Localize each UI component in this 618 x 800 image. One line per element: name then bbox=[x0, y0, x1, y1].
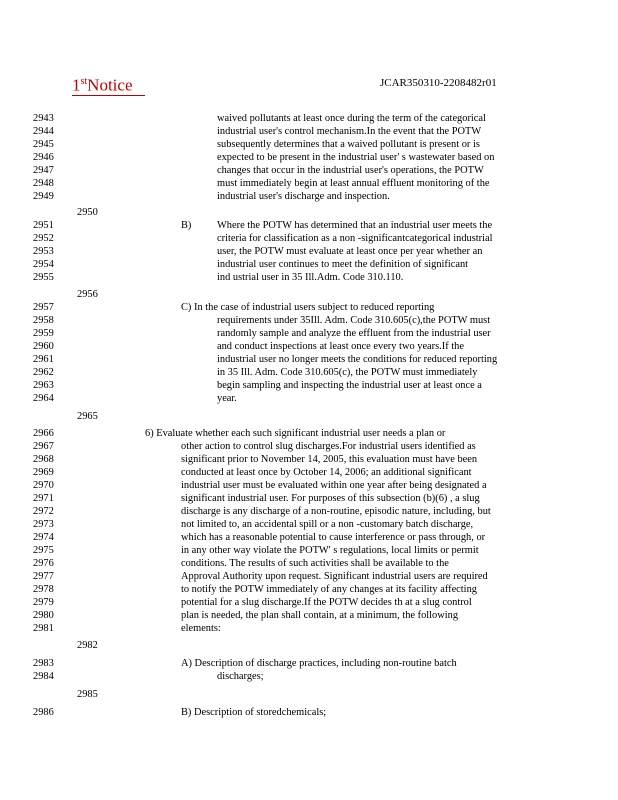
line-number: 2966 bbox=[33, 428, 54, 439]
line-number: 2972 bbox=[33, 506, 54, 517]
line-text: waived pollutants at least once during the term of the categorical bbox=[217, 113, 486, 124]
line-text: Where the POTW has determined that an industrial user meets the bbox=[217, 220, 493, 231]
line-text: B) Description of storedchemicals; bbox=[181, 707, 327, 718]
line-number: 2977 bbox=[33, 571, 54, 582]
header-notice bbox=[72, 73, 145, 96]
line-text: industrial user must be evaluated within one year after being designated a bbox=[181, 480, 487, 491]
line-number: 2968 bbox=[33, 454, 54, 465]
notice-suffix: st bbox=[80, 76, 88, 87]
line-number: 2947 bbox=[33, 165, 54, 176]
line-number: 2958 bbox=[33, 315, 54, 326]
line-text: C) In the case of industrial users subject to reduced reporting bbox=[181, 302, 435, 313]
line-number: 2959 bbox=[33, 328, 54, 339]
line-text: year. bbox=[217, 393, 237, 404]
line-number: 2983 bbox=[33, 658, 54, 669]
line-text: must immediately begin at least annual effluent monitoring of the bbox=[217, 178, 490, 189]
line-number: 2981 bbox=[33, 623, 54, 634]
line-number: 2970 bbox=[33, 480, 54, 491]
line-number: 2948 bbox=[33, 178, 54, 189]
line-text: A) Description of discharge practices, including non-routine batch bbox=[181, 658, 457, 669]
line-text: which has a reasonable potential to cause interference or pass through, or bbox=[181, 532, 486, 543]
subsection-marker: B) bbox=[181, 220, 192, 231]
line-number: 2965 bbox=[77, 411, 98, 422]
line-number: 2957 bbox=[33, 302, 54, 313]
line-number: 2961 bbox=[33, 354, 54, 365]
line-text: expected to be present in the industrial user' s wastewater based on bbox=[217, 152, 495, 163]
line-number: 2960 bbox=[33, 341, 54, 352]
notice-word: Notice bbox=[87, 75, 133, 95]
line-number: 2971 bbox=[33, 493, 54, 504]
line-number: 2980 bbox=[33, 610, 54, 621]
line-number: 2985 bbox=[77, 689, 98, 700]
line-number: 2978 bbox=[33, 584, 54, 595]
line-number: 2979 bbox=[33, 597, 54, 608]
line-number: 2950 bbox=[77, 207, 98, 218]
document-code: JCAR350310-2208482r01 bbox=[380, 77, 497, 89]
line-number: 2973 bbox=[33, 519, 54, 530]
line-text: industrial user's discharge and inspection. bbox=[217, 191, 390, 202]
line-number: 2951 bbox=[33, 220, 54, 231]
line-number: 2956 bbox=[77, 289, 98, 300]
line-text: industrial user's control mechanism.In the event that the POTW bbox=[217, 126, 482, 137]
line-text: begin sampling and inspecting the industrial user at least once a bbox=[217, 380, 482, 391]
line-number: 2976 bbox=[33, 558, 54, 569]
line-number: 2975 bbox=[33, 545, 54, 556]
line-text: and conduct inspections at least once every two years.If the bbox=[217, 341, 464, 352]
line-text: ind ustrial user in 35 Ill.Adm. Code 310.110. bbox=[217, 272, 404, 283]
line-number: 2974 bbox=[33, 532, 54, 543]
line-text: conducted at least once by October 14, 2006; an additional significant bbox=[181, 467, 472, 478]
line-number: 2955 bbox=[33, 272, 54, 283]
line-text: to notify the POTW immediately of any changes at its facility affecting bbox=[181, 584, 477, 595]
line-number: 2964 bbox=[33, 393, 54, 404]
line-number: 2954 bbox=[33, 259, 54, 270]
line-text: significant prior to November 14, 2005, this evaluation must have been bbox=[181, 454, 478, 465]
line-text: Approval Authority upon request. Significant industrial users are required bbox=[181, 571, 488, 582]
line-text: requirements under 35Ill. Adm. Code 310.605(c),the POTW must bbox=[217, 315, 491, 326]
line-number: 2949 bbox=[33, 191, 54, 202]
line-text: conditions. The results of such activities shall be available to the bbox=[181, 558, 449, 569]
line-number: 2944 bbox=[33, 126, 54, 137]
line-text: criteria for classification as a non -significantcategorical industrial bbox=[217, 233, 493, 244]
line-text: plan is needed, the plan shall contain, at a minimum, the following bbox=[181, 610, 459, 621]
line-text: in any other way violate the POTW' s regulations, local limits or permit bbox=[181, 545, 479, 556]
line-number: 2943 bbox=[33, 113, 54, 124]
line-text: changes that occur in the industrial user's operations, the POTW bbox=[217, 165, 484, 176]
line-text: discharge is any discharge of a non-routine, episodic nature, including, but bbox=[181, 506, 491, 517]
line-number: 2984 bbox=[33, 671, 54, 682]
line-text: elements: bbox=[181, 623, 221, 634]
line-number: 2982 bbox=[77, 640, 98, 651]
line-number: 2962 bbox=[33, 367, 54, 378]
line-text: industrial user no longer meets the conditions for reduced reporting bbox=[217, 354, 498, 365]
line-number: 2953 bbox=[33, 246, 54, 257]
line-number: 2986 bbox=[33, 707, 54, 718]
line-number: 2946 bbox=[33, 152, 54, 163]
line-number: 2963 bbox=[33, 380, 54, 391]
line-text: significant industrial user. For purposes of this subsection (b)(6) , a slug bbox=[181, 493, 480, 504]
line-number: 2952 bbox=[33, 233, 54, 244]
line-text: 6) Evaluate whether each such significant industrial user needs a plan or bbox=[145, 428, 446, 439]
notice-number: 1 bbox=[72, 75, 81, 95]
line-text: subsequently determines that a waived pollutant is present or is bbox=[217, 139, 480, 150]
line-text: in 35 Ill. Adm. Code 310.605(c), the POTW must immediately bbox=[217, 367, 478, 378]
line-number: 2969 bbox=[33, 467, 54, 478]
line-text: potential for a slug discharge.If the POTW decides th at a slug control bbox=[181, 597, 472, 608]
line-text: user, the POTW must evaluate at least once per year whether an bbox=[217, 246, 483, 257]
line-text: discharges; bbox=[217, 671, 264, 682]
line-text: other action to control slug discharges.For industrial users identified as bbox=[181, 441, 476, 452]
line-number: 2945 bbox=[33, 139, 54, 150]
line-text: not limited to, an accidental spill or a non -customary batch discharge, bbox=[181, 519, 474, 530]
line-number: 2967 bbox=[33, 441, 54, 452]
line-text: industrial user continues to meet the definition of significant bbox=[217, 259, 469, 270]
line-text: randomly sample and analyze the effluent from the industrial user bbox=[217, 328, 491, 339]
